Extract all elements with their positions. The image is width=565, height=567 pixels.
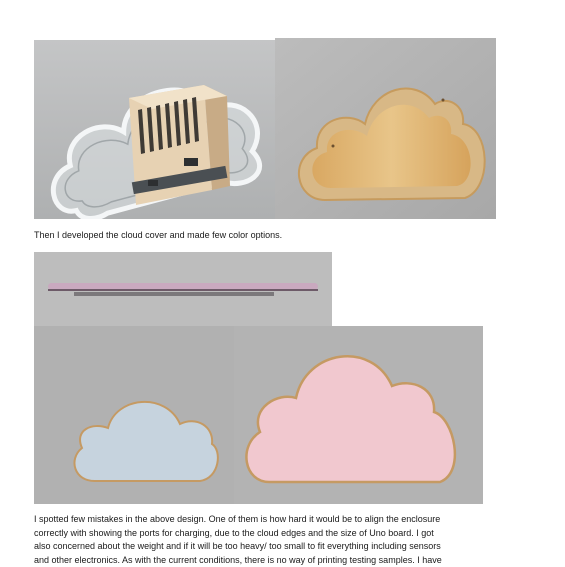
pink-cloud-illustration	[234, 326, 483, 504]
paragraph-line: also concerned about the weight and if it will be too heavy/ too small to fit everything including sensors	[34, 540, 514, 554]
blue-cloud-illustration	[34, 326, 234, 504]
clear-enclosure-illustration	[34, 40, 275, 219]
wooden-tray-illustration	[275, 38, 496, 219]
paragraph-line: I spotted few mistakes in the above design. One of them is how hard it would be to align the enclosure	[34, 513, 514, 527]
paragraph-line: correctly with showing the ports for charging, due to the cloud edges and the size of Uno board. I got	[34, 527, 514, 541]
render-pink-cloud-cover	[234, 326, 483, 504]
body-paragraph	[34, 513, 514, 567]
render-wooden-cloud-tray	[275, 38, 496, 219]
render-clear-enclosure	[34, 40, 275, 219]
caption-cloud-cover: Then I developed the cloud cover and made few color options.	[34, 229, 282, 243]
paragraph-line: and other electronics. As with the current conditions, there is no way of printing testing samples. I have	[34, 554, 514, 567]
render-blue-cloud-cover	[34, 326, 234, 504]
